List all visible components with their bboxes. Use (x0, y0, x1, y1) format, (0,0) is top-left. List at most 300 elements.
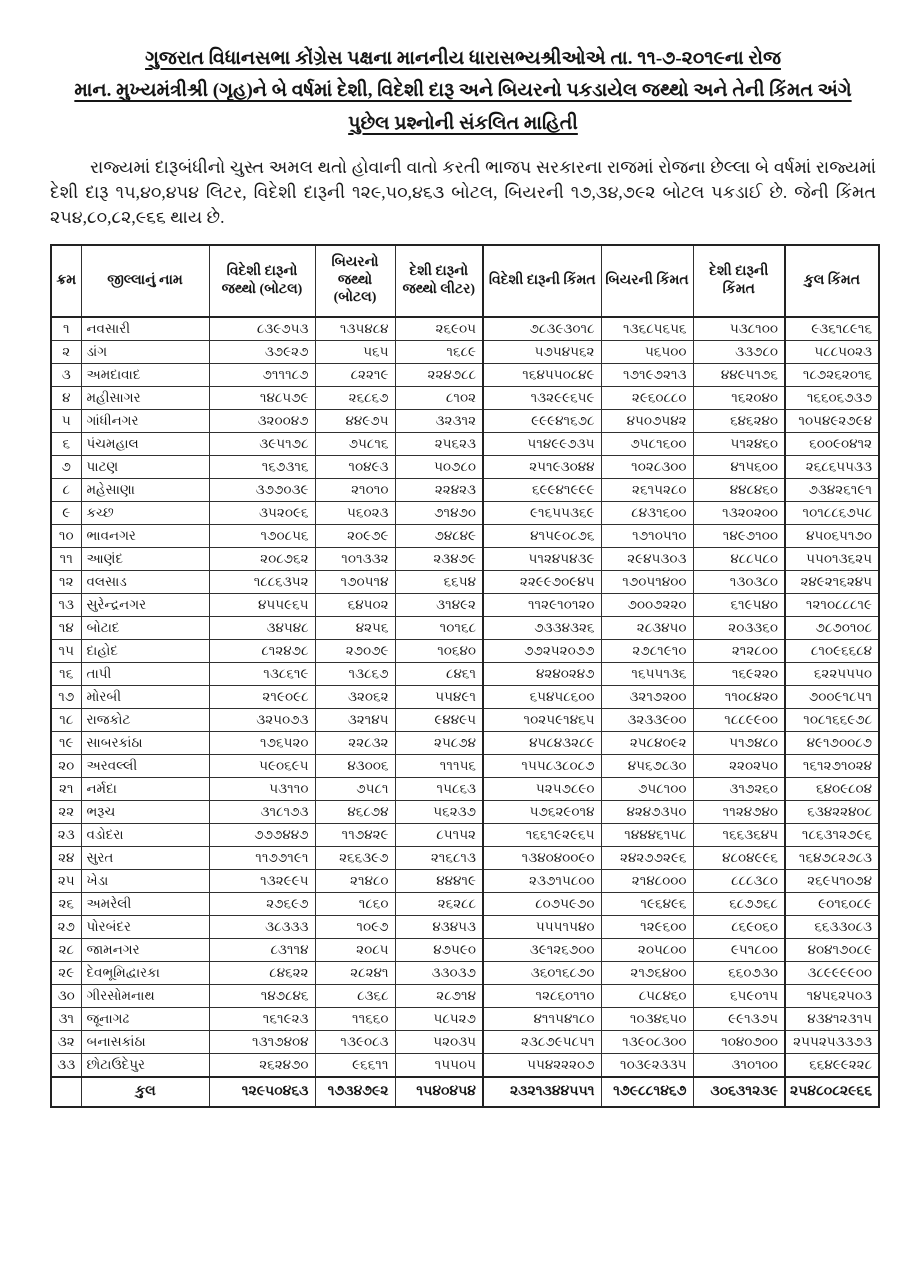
cell-value: ૪૭૫૯૦ (395, 938, 483, 961)
cell-value: ૧૦૪૦૭૦૦ (693, 1030, 785, 1053)
cell-value: ૨૭૦૭૯ (315, 639, 395, 662)
cell-district: નર્મદા (81, 777, 209, 800)
cell-value: ૫૭૬૨૯૦૧૪ (483, 800, 601, 823)
cell-value: ૧૭૬૫૨૦ (209, 731, 315, 754)
cell-value: ૧૬૫૫૧૩૬ (601, 662, 693, 685)
cell-value: ૨૦૯૭૯ (315, 524, 395, 547)
total-value: ૨૩૨૧૩૪૪૫૫૧ (483, 1077, 601, 1107)
cell-value: ૨૮૭૧૪ (395, 984, 483, 1007)
cell-value: ૧૩૮૬૭ (315, 662, 395, 685)
cell-district: મહેસાણા (81, 478, 209, 501)
cell-value: ૬૧૯૫૪૦ (693, 593, 785, 616)
cell-value: ૮૪૩૧૬૦૦ (601, 501, 693, 524)
table-row (51, 455, 879, 478)
cell-value: ૭૧૪૭૦ (395, 501, 483, 524)
cell-value: ૩૭૯૨૭ (209, 340, 315, 363)
cell-value: ૧૧૨૪૭૪૦ (693, 800, 785, 823)
cell-value: ૧૦૯૭ (315, 915, 395, 938)
title-line-1: ગુજરાત વિધાનસભા કોંગ્રેસ પક્ષના માનનીય ધારાસભ્યશ્રીઓએ તા. ૧૧-૭-૨૦૧૯ના રોજ (145, 48, 781, 69)
cell-value: ૨૦૮૭૬૨ (209, 547, 315, 570)
cell-value: ૨૧૬૮૧૩ (395, 846, 483, 869)
cell-value: ૨૨૯૯૭૦૯૪૫ (483, 570, 601, 593)
table-row (51, 616, 879, 639)
table-row (51, 570, 879, 593)
table-row (51, 823, 879, 846)
cell-value: ૭૧૧૧૮૭ (209, 363, 315, 386)
table-row (51, 501, 879, 524)
cell-value: ૮૬૯૦૬૦ (693, 915, 785, 938)
cell-value: ૨૧૨૮૦૦ (693, 639, 785, 662)
cell-serial: ૨ (51, 340, 81, 363)
table-body (51, 317, 879, 1077)
cell-serial: ૪ (51, 386, 81, 409)
cell-serial: ૩૦ (51, 984, 81, 1007)
cell-value: ૫૫૪૯૧ (395, 685, 483, 708)
cell-value: ૧૮૭૨૬૨૦૧૬ (785, 363, 879, 386)
cell-value: ૧૮૮૯૯૦૦ (693, 708, 785, 731)
cell-value: ૪૪૯૫૧૭૬ (693, 363, 785, 386)
cell-district: પોરબંદર (81, 915, 209, 938)
cell-value: ૧૭૦૫૧૪ (315, 570, 395, 593)
cell-value: ૧૬૬૧૯૨૯૬૫ (483, 823, 601, 846)
cell-serial: ૭ (51, 455, 81, 478)
cell-value: ૩૩૦૩૭ (395, 961, 483, 984)
cell-value: ૧૧૭૭૧૯૧ (209, 846, 315, 869)
cell-serial: ૨૮ (51, 938, 81, 961)
table-row (51, 754, 879, 777)
cell-value: ૭૮૭૦૧૦૮ (785, 616, 879, 639)
cell-value: ૩૮૩૩૩ (209, 915, 315, 938)
table-footer (51, 1077, 879, 1107)
cell-value: ૩૯૫૧૭૮ (209, 432, 315, 455)
cell-value: ૩૯૧૨૬૭૦૦ (483, 938, 601, 961)
cell-value: ૨૦૫૮૦૦ (601, 938, 693, 961)
cell-serial: ૩૨ (51, 1030, 81, 1053)
cell-serial: ૧૮ (51, 708, 81, 731)
cell-value: ૪૮૮૫૮૦ (693, 547, 785, 570)
cell-value: ૨૧૦૧૦ (315, 478, 395, 501)
cell-value: ૧૪૫૬૨૫૦૩ (785, 984, 879, 1007)
cell-value: ૬૨૨૫૫૫૦ (785, 662, 879, 685)
cell-value: ૧૮૮૬૩૫૨ (209, 570, 315, 593)
cell-value: ૮૫૧૫૨ (395, 823, 483, 846)
table-row (51, 800, 879, 823)
cell-value: ૪૫૦૭૫૪૨ (601, 409, 693, 432)
cell-value: ૨૫૬૨૩ (395, 432, 483, 455)
cell-value: ૫૧૪૯૯૭૩૫ (483, 432, 601, 455)
cell-value: ૨૪૯૨૧૬૨૪૫ (785, 570, 879, 593)
cell-value: ૧૬૬૩૬૪૫ (693, 823, 785, 846)
cell-district: અમરેલી (81, 892, 209, 915)
cell-value: ૫૧૨૪૬૦ (693, 432, 785, 455)
cell-value: ૨૬૬૩૯૭ (315, 846, 395, 869)
cell-serial: ૧૪ (51, 616, 81, 639)
cell-value: ૫૫૪૨૨૨૦૭ (483, 1053, 601, 1077)
cell-district: જામનગર (81, 938, 209, 961)
cell-value: ૧૬૧૨૭૧૦૨૪ (785, 754, 879, 777)
cell-value: ૩૬૦૧૬૮૭૦ (483, 961, 601, 984)
cell-value: ૧૦૩૪૬૫૦ (601, 1007, 693, 1030)
cell-value: ૧૩૯૦૮૩ (315, 1030, 395, 1053)
cell-serial: ૩ (51, 363, 81, 386)
cell-district: બનાસકાંઠા (81, 1030, 209, 1053)
document-title (64, 44, 862, 139)
cell-value: ૧૧૨૯૧૦૧૨૦ (483, 593, 601, 616)
cell-serial: ૩૩ (51, 1053, 81, 1077)
cell-value: ૨૧૪૮૦ (315, 869, 395, 892)
cell-value: ૫૨૫૭૮૯૦ (483, 777, 601, 800)
cell-value: ૨૬૨૮૮ (395, 892, 483, 915)
cell-value: ૧૦૮૧૬૬૯૭૮ (785, 708, 879, 731)
cell-value: ૮૧૦૯૬૬૮૪ (785, 639, 879, 662)
cell-value: ૩૩૭૮૦ (693, 340, 785, 363)
cell-value: ૧૦૬૪૦ (395, 639, 483, 662)
cell-value: ૩૭૭૦૩૯ (209, 478, 315, 501)
cell-value: ૭૫૮૧૦૦ (601, 777, 693, 800)
cell-district: સુરેન્દ્રનગર (81, 593, 209, 616)
cell-serial: ૧૨ (51, 570, 81, 593)
cell-value: ૭૭૭૪૪૭ (209, 823, 315, 846)
cell-value: ૧૯૬૪૯૬ (601, 892, 693, 915)
cell-value: ૧૬૪૫૫૦૮૪૯ (483, 363, 601, 386)
cell-value: ૩૨૦૦૪૭ (209, 409, 315, 432)
cell-value: ૧૭૧૯૭૨૧૩ (601, 363, 693, 386)
cell-value: ૩૫૨૦૯૬ (209, 501, 315, 524)
cell-value: ૨૦૩૩૬૦ (693, 616, 785, 639)
cell-value: ૧૦૪૯૩ (315, 455, 395, 478)
cell-value: ૬૮૭૭૬૮ (693, 892, 785, 915)
cell-district: નવસારી (81, 317, 209, 341)
cell-value: ૧૦૩૯૨૩૩૫ (601, 1053, 693, 1077)
table-row (51, 1053, 879, 1077)
cell-value: ૭૦૦૯૧૮૫૧ (785, 685, 879, 708)
cell-district: પંચમહાલ (81, 432, 209, 455)
cell-value: ૧૨૮૬૦૧૧૦ (483, 984, 601, 1007)
cell-value: ૮૦૭૫૯૭૦ (483, 892, 601, 915)
cell-value: ૫૮૮૫૦૨૩ (785, 340, 879, 363)
cell-value: ૮૩૬૮ (315, 984, 395, 1007)
cell-value: ૨૭૬૯૭ (209, 892, 315, 915)
cell-value: ૭૫૮૧૬૦૦ (601, 432, 693, 455)
table-row (51, 432, 879, 455)
col-header: કુલ કિંમત (785, 245, 879, 317)
cell-value: ૪૨૪૭૩૫૦ (601, 800, 693, 823)
cell-value: ૬૩૪૨૨૪૦૮ (785, 800, 879, 823)
cell-value: ૧૫૫૦૫ (395, 1053, 483, 1077)
cell-district: અમદાવાદ (81, 363, 209, 386)
cell-serial: ૨૦ (51, 754, 81, 777)
cell-value: ૭૪૮૪૯ (395, 524, 483, 547)
cell-serial: ૧૬ (51, 662, 81, 685)
col-header: દેશી દારૂનો જથ્થો લીટર) (395, 245, 483, 317)
table-row (51, 961, 879, 984)
cell-value: ૯૯૧૩૭૫ (693, 1007, 785, 1030)
cell-serial: ૯ (51, 501, 81, 524)
cell-value: ૩૧૮૧૭૩ (209, 800, 315, 823)
liquor-seizure-table (50, 244, 880, 1108)
table-row (51, 731, 879, 754)
intro-paragraph: રાજ્યમાં દારૂબંધીનો ચુસ્ત અમલ થતો હોવાની વાતો કરતી ભાજપ સરકારના રાજમાં રોજના છેલ્લા બે વર્ષમાં રાજ્યમાં દેશી દારૂ ૧૫,૪૦,૪૫૪ લિટર, વિદેશી દારૂની ૧૨૯,૫૦,૪૬૩ બોટલ, બિયરની ૧૭,૩૪,૭૯૨ બોટલ પકડાઈ છે. જેની કિંમત ૨૫૪,૮૦,૮૨,૯૬૬ થાય છે. (50, 157, 876, 227)
cell-value: ૪૫૮૪૩૨૮૯ (483, 731, 601, 754)
cell-value: ૩૧૪૯૨ (395, 593, 483, 616)
cell-value: ૧૭૧૦૫૧૦ (601, 524, 693, 547)
cell-value: ૮૫૮૪૬૦ (601, 984, 693, 1007)
cell-value: ૮૧૨૪૭૮ (209, 639, 315, 662)
cell-value: ૮૧૦૨ (395, 386, 483, 409)
cell-value: ૫૦૭૮૦ (395, 455, 483, 478)
cell-value: ૪૦૪૧૭૦૮૯ (785, 938, 879, 961)
cell-district: જૂનાગઢ (81, 1007, 209, 1030)
table-row (51, 409, 879, 432)
table-row (51, 1030, 879, 1053)
table-row (51, 340, 879, 363)
cell-district: દાહોદ (81, 639, 209, 662)
cell-value: ૨૬૧૫૨૮૦ (601, 478, 693, 501)
cell-value: ૬૬૩૩૦૮૩ (785, 915, 879, 938)
cell-value: ૬૯૯૪૧૯૯૯ (483, 478, 601, 501)
table-row (51, 363, 879, 386)
cell-value: ૨૬૮૬૭ (315, 386, 395, 409)
cell-serial: ૨૭ (51, 915, 81, 938)
table-row (51, 593, 879, 616)
cell-value: ૧૨૧૦૮૮૮૧૯ (785, 593, 879, 616)
cell-value: ૯૬૬૧૧ (315, 1053, 395, 1077)
cell-value: ૨૨૮૩૨ (315, 731, 395, 754)
cell-value: ૧૫૫૮૩૮૦૮૭ (483, 754, 601, 777)
cell-value: ૩૨૩૧૨ (395, 409, 483, 432)
col-header: જીલ્લાનું નામ (81, 245, 209, 317)
cell-value: ૧૬૯૨૨૦ (693, 662, 785, 685)
cell-value: ૭૮૩૯૩૦૧૮ (483, 317, 601, 341)
cell-district: સુરત (81, 846, 209, 869)
cell-value: ૪૪૪૧૯ (395, 869, 483, 892)
total-value: ૨૫૪૮૦૮૨૯૬૬ (785, 1077, 879, 1107)
table-row (51, 869, 879, 892)
cell-serial: ૫ (51, 409, 81, 432)
cell-value: ૫૯૦૬૯૫ (209, 754, 315, 777)
cell-value: ૭૫૮૧૬ (315, 432, 395, 455)
cell-value: ૧૦૫૪૯૨૭૯૪ (785, 409, 879, 432)
cell-value: ૫૮૫૨૭ (395, 1007, 483, 1030)
cell-value: ૬૪૦૯૮૦૪ (785, 777, 879, 800)
cell-value: ૭૩૩૪૩૨૬ (483, 616, 601, 639)
cell-value: ૬૦૦૯૦૪૧૨ (785, 432, 879, 455)
cell-value: ૧૦૧૮૮૬૭૫૮ (785, 501, 879, 524)
cell-value: ૪૩૦૦૬ (315, 754, 395, 777)
total-value: ૧૭૩૪૭૯૨ (315, 1077, 395, 1107)
total-value (51, 1077, 81, 1107)
cell-value: ૯૦૧૬૦૮૯ (785, 892, 879, 915)
cell-value: ૪૨૫૬ (315, 616, 395, 639)
cell-value: ૧૨૯૬૦૦ (601, 915, 693, 938)
table-row (51, 915, 879, 938)
cell-value: ૧૩૫૪૮૪ (315, 317, 395, 341)
cell-serial: ૨૩ (51, 823, 81, 846)
table-row (51, 662, 879, 685)
cell-value: ૧૬૮૯ (395, 340, 483, 363)
cell-value: ૫૩૮૧૦૦ (693, 317, 785, 341)
cell-district: મોરબી (81, 685, 209, 708)
cell-value: ૨૫૮૭૪ (395, 731, 483, 754)
cell-value: ૫૭૫૪૫૬૨ (483, 340, 601, 363)
cell-value: ૧૩૨૦૨૦૦ (693, 501, 785, 524)
cell-serial: ૧ (51, 317, 81, 341)
cell-value: ૩૮૯૯૯૯૦૦ (785, 961, 879, 984)
cell-serial: ૧૦ (51, 524, 81, 547)
cell-value: ૧૩૧૭૪૦૪ (209, 1030, 315, 1053)
title-line-3: પુછેલ પ્રશ્નોની સંકલિત માહિતી (348, 112, 578, 134)
cell-serial: ૬ (51, 432, 81, 455)
cell-value: ૪૬૮૭૪ (315, 800, 395, 823)
cell-value: ૨૩૪૭૯ (395, 547, 483, 570)
cell-value: ૧૭૦૮૫૬ (209, 524, 315, 547)
cell-value: ૨૧૪૮૦૦૦ (601, 869, 693, 892)
cell-value: ૫૧૭૪૮૦ (693, 731, 785, 754)
cell-district: વલસાડ (81, 570, 209, 593)
cell-value: ૧૪૯૭૧૦૦ (693, 524, 785, 547)
table-row (51, 984, 879, 1007)
cell-value: ૨૭૮૧૯૧૦ (601, 639, 693, 662)
cell-serial: ૨૫ (51, 869, 81, 892)
cell-serial: ૧૫ (51, 639, 81, 662)
cell-value: ૪૩૪૫૩ (395, 915, 483, 938)
cell-value: ૬૬૫૪ (395, 570, 483, 593)
cell-serial: ૨૬ (51, 892, 81, 915)
cell-district: વડોદરા (81, 823, 209, 846)
cell-value: ૩૨૩૩૯૦૦ (601, 708, 693, 731)
cell-value: ૧૬૪૭૮૨૭૮૩ (785, 846, 879, 869)
cell-value: ૧૬૧૯૨૩ (209, 1007, 315, 1030)
cell-value: ૫૬૫૦૦ (601, 340, 693, 363)
title-line-2: માન. મુખ્યમંત્રીશ્રી (ગૃહ)ને બે વર્ષમાં દેશી, વિદેશી દારૂ અને બિયરનો પકડાયેલ જથ્થો અને તેની કિંમત અંગે (74, 80, 852, 102)
cell-value: ૪૫૫૯૬૫ (209, 593, 315, 616)
cell-district: અરવલ્લી (81, 754, 209, 777)
cell-value: ૨૫૫૨૫૩૩૭૩ (785, 1030, 879, 1053)
cell-value: ૨૬૯૦૫ (395, 317, 483, 341)
table-header (51, 245, 879, 317)
cell-serial: ૧૯ (51, 731, 81, 754)
cell-district: ડાંગ (81, 340, 209, 363)
cell-value: ૯૩૬૧૮૯૧૬ (785, 317, 879, 341)
table-row (51, 386, 879, 409)
table-row (51, 777, 879, 800)
cell-serial: ૧૧ (51, 547, 81, 570)
cell-value: ૪૫૦૬૫૧૭૦ (785, 524, 879, 547)
col-header: વિદેશી દારૂનો જથ્થો (બોટલ) (209, 245, 315, 317)
cell-value: ૬૫૪૫૮૬૦૦ (483, 685, 601, 708)
cell-value: ૧૩૦૩૮૦ (693, 570, 785, 593)
col-header: દેશી દારૂની કિંમત (693, 245, 785, 317)
cell-serial: ૨૧ (51, 777, 81, 800)
cell-value: ૨૫૧૯૩૦૪૪ (483, 455, 601, 478)
cell-value: ૭૦૦૭૨૨૦ (601, 593, 693, 616)
cell-value: ૯૪૪૯૫ (395, 708, 483, 731)
cell-value: ૧૦૧૩૩૨ (315, 547, 395, 570)
cell-value: ૩૧૦૧૦૦ (693, 1053, 785, 1077)
cell-value: ૨૨૦૨૫૦ (693, 754, 785, 777)
cell-value: ૧૬૨૦૪૦ (693, 386, 785, 409)
cell-value: ૪૧૫૬૦૦ (693, 455, 785, 478)
cell-value: ૨૨૪૨૩ (395, 478, 483, 501)
table-row (51, 317, 879, 341)
cell-serial: ૧૩ (51, 593, 81, 616)
cell-value: ૯૫૧૮૦૦ (693, 938, 785, 961)
table-row (51, 639, 879, 662)
cell-value: ૮૩૧૧૪ (209, 938, 315, 961)
cell-serial: ૨૯ (51, 961, 81, 984)
cell-value: ૨૩૭૧૫૮૦૦ (483, 869, 601, 892)
table-row (51, 846, 879, 869)
cell-district: પાટણ (81, 455, 209, 478)
cell-value: ૧૦૧૬૮ (395, 616, 483, 639)
cell-value: ૧૦૨૫૯૧૪૬૫ (483, 708, 601, 731)
cell-serial: ૩૧ (51, 1007, 81, 1030)
cell-value: ૬૬૪૯૯૨૨૮ (785, 1053, 879, 1077)
cell-value: ૨૮૩૪૫૦ (601, 616, 693, 639)
table-row (51, 1007, 879, 1030)
cell-district: બોટાદ (81, 616, 209, 639)
cell-value: ૨૨૪૭૮૮ (395, 363, 483, 386)
cell-value: ૮૮૮૩૮૦ (693, 869, 785, 892)
cell-district: ગીરસોમનાથ (81, 984, 209, 1007)
cell-value: ૪૪૯૭૫ (315, 409, 395, 432)
cell-serial: ૨૨ (51, 800, 81, 823)
cell-value: ૭૩૪૨૬૧૯૧ (785, 478, 879, 501)
cell-value: ૧૦૨૮૩૦૦ (601, 455, 693, 478)
cell-value: ૨૯૪૫૩૦૩ (601, 547, 693, 570)
cell-value: ૫૬૫ (315, 340, 395, 363)
cell-value: ૩૨૫૦૭૩ (209, 708, 315, 731)
cell-value: ૪૧૧૫૪૧૮૦ (483, 1007, 601, 1030)
cell-value: ૮૪૬૨૨ (209, 961, 315, 984)
cell-value: ૪૨૪૦૨૪૭ (483, 662, 601, 685)
cell-value: ૧૩૨૯૯૬૫૯ (483, 386, 601, 409)
table-row (51, 708, 879, 731)
col-header: વિદેશી દારૂની કિંમત (483, 245, 601, 317)
total-value: ૧૨૯૫૦૪૬૩ (209, 1077, 315, 1107)
cell-value: ૧૪૮૫૭૯ (209, 386, 315, 409)
cell-value: ૪૫૬૭૮૩૦ (601, 754, 693, 777)
cell-value: ૭૫૮૧ (315, 777, 395, 800)
table-row (51, 685, 879, 708)
cell-district: આણંદ (81, 547, 209, 570)
cell-value: ૧૬૬૦૬૭૩૭ (785, 386, 879, 409)
cell-value: ૫૬૨૩૭ (395, 800, 483, 823)
cell-value: ૩૨૧૪૫ (315, 708, 395, 731)
cell-serial: ૧૭ (51, 685, 81, 708)
cell-value: ૧૬૭૩૧૬ (209, 455, 315, 478)
header-row (51, 245, 879, 317)
cell-district: કચ્છ (81, 501, 209, 524)
cell-district: છોટાઉદેપુર (81, 1053, 209, 1077)
total-value: ૩૦૬૩૧૨૩૯ (693, 1077, 785, 1107)
cell-value: ૧૩૨૯૯૫ (209, 869, 315, 892)
cell-value: ૪૧૫૯૦૮૭૬ (483, 524, 601, 547)
cell-value: ૨૧૯૦૯૮ (209, 685, 315, 708)
cell-value: ૧૩૬૮૫૬૫૬ (601, 317, 693, 341)
table-row (51, 547, 879, 570)
cell-value: ૨૮૨૪૧ (315, 961, 395, 984)
col-header: બિયરની કિંમત (601, 245, 693, 317)
cell-value: ૧૧૧૫૬ (395, 754, 483, 777)
cell-value: ૨૬૨૪૭૦ (209, 1053, 315, 1077)
cell-value: ૬૪૬૨૪૦ (693, 409, 785, 432)
total-row (51, 1077, 879, 1107)
cell-value: ૨૧૭૬૪૦૦ (601, 961, 693, 984)
cell-value: ૧૧૭૪૨૯ (315, 823, 395, 846)
cell-district: ગાંધીનગર (81, 409, 209, 432)
cell-value: ૧૭૦૫૧૪૦૦ (601, 570, 693, 593)
